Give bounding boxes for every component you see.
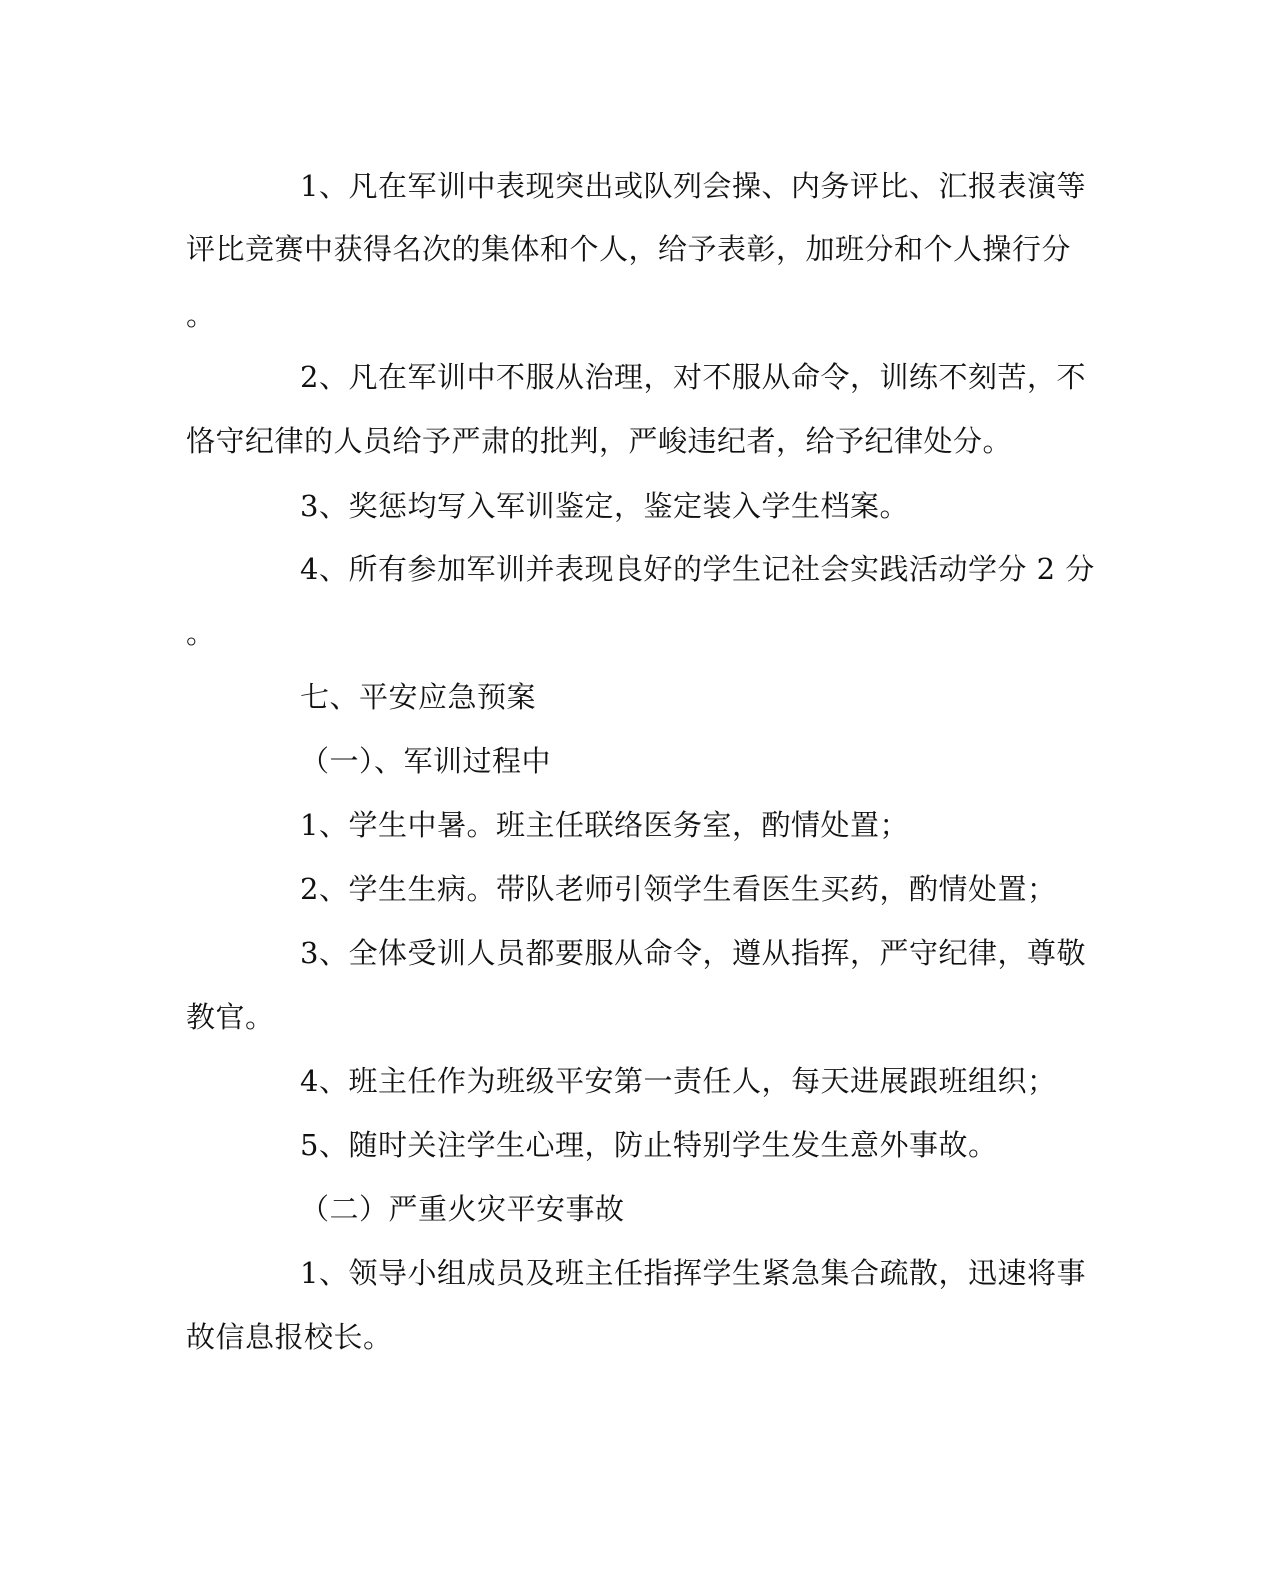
paragraph-line: 4、所有参加军训并表现良好的学生记社会实践活动学分 2 分 xyxy=(300,552,1095,586)
paragraph-line: 5、随时关注学生心理，防止特别学生发生意外事故。 xyxy=(300,1128,998,1162)
paragraph-line: 教官。 xyxy=(186,1000,275,1034)
paragraph-line: 故信息报校长。 xyxy=(186,1320,393,1354)
paragraph-line: 1、凡在军训中表现突出或队列会操、内务评比、汇报表演等 xyxy=(300,169,1086,203)
paragraph-line: 2、凡在军训中不服从治理，对不服从命令，训练不刻苦，不 xyxy=(300,360,1086,394)
subsection-heading: （一）、军训过程中 xyxy=(300,744,552,778)
paragraph-line: 3、全体受训人员都要服从命令，遵从指挥，严守纪律，尊敬 xyxy=(300,936,1086,970)
paragraph-line: 。 xyxy=(186,298,216,332)
paragraph-line: 4、班主任作为班级平安第一责任人，每天进展跟班组织； xyxy=(300,1064,1057,1098)
paragraph-line: 3、奖惩均写入军训鉴定，鉴定装入学生档案。 xyxy=(300,489,909,523)
paragraph-line: 评比竞赛中获得名次的集体和个人，给予表彰，加班分和个人操行分 xyxy=(186,232,1072,266)
paragraph-line: 。 xyxy=(186,616,216,650)
paragraph-line: 恪守纪律的人员给予严肃的批判，严峻违纪者，给予纪律处分。 xyxy=(186,424,1013,458)
paragraph-line: 2、学生生病。带队老师引领学生看医生买药，酌情处置； xyxy=(300,872,1057,906)
subsection-heading: （二）严重火灾平安事故 xyxy=(300,1192,625,1226)
section-heading: 七、平安应急预案 xyxy=(300,680,537,714)
paragraph-line: 1、学生中暑。班主任联络医务室，酌情处置； xyxy=(300,808,909,842)
paragraph-line: 1、领导小组成员及班主任指挥学生紧急集合疏散，迅速将事 xyxy=(300,1256,1086,1290)
